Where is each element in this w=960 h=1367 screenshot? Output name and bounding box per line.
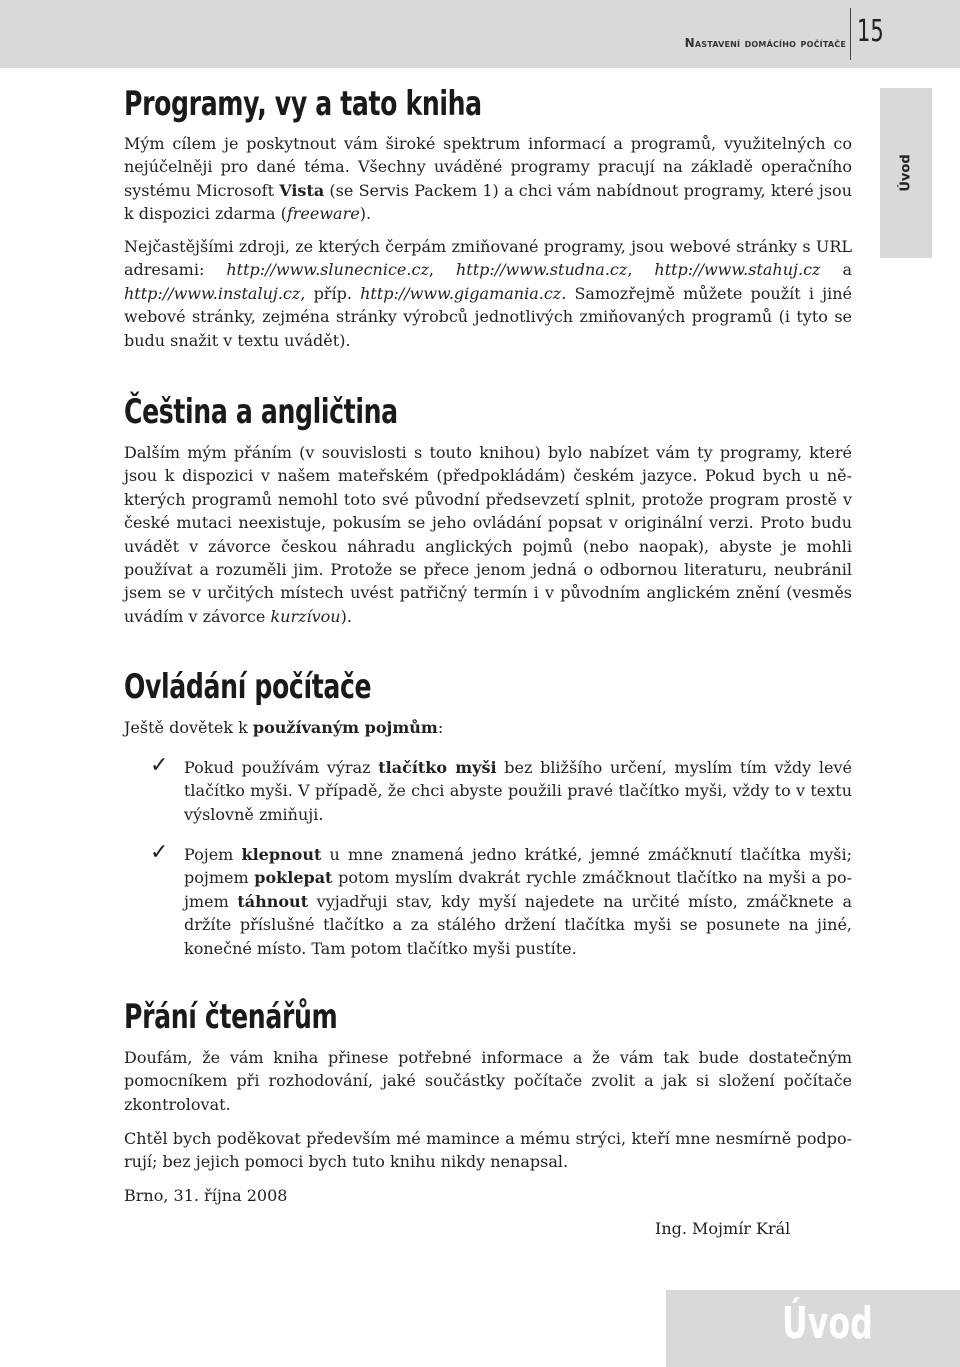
paragraph-terms-intro: Ještě dovětek k používaným pojmům:: [124, 718, 444, 737]
header-title: Nastavení domácího počítače: [684, 36, 846, 50]
paragraph-wishes: Doufám, že vám kniha přinese potřebné informace a že vám tak bude dostatečným pomocníkem při rozhodování, jaké součástky počítače zvolit a jak si složení počítače zkontrolovat.: [124, 1048, 852, 1114]
url-link: http://www.slunecnice.cz: [226, 260, 429, 280]
running-header: [0, 0, 960, 68]
checkmark-icon: ✓: [150, 840, 169, 865]
header-divider: [850, 8, 851, 60]
place-date: Brno, 31. října 2008: [124, 1186, 288, 1205]
url-link: http://www.instaluj.cz: [124, 283, 301, 303]
bullet-mouse-button: Pokud používám výraz tlačítko myši bez bližšího určení, myslím tím vždy levé tlačítko myši. V případě, že chci abyste použili pravé tlačítko myši, vždy to v textu výslovně zmiňuji.: [184, 758, 852, 824]
paragraph-intro: Mým cílem je poskytnout vám široké spektrum informací a programů, využitelných co nejúčelněji pro dané téma. Všechny uváděné programy pracují na základě operačního systému Microsoft Vista (se Servis Packem 1) a chci vám nabídnout programy, které jsou k dispozici zdarma (freeware).: [124, 134, 852, 224]
url-link: http://www.gigamania.cz: [360, 283, 562, 303]
page-number: 15: [857, 14, 884, 49]
url-link: http://www.studna.cz: [455, 260, 628, 280]
bullet-click-terms: Pojem klepnout u mne znamená jedno krátké, jemné zmáčknutí tlačítka myši; pojmem poklepat potom myslím dvakrát rychle zmáčknout tlačítko na myši a pojmem táhnout vyjadřuji stav, kdy myší najedete na určité místo, zmáčknete a držíte příslušné tlačítko a za stálého držení tlačítka myši se posunete na jiné, konečné místo. Tam potom tlačítko myši pustíte.: [184, 845, 853, 958]
section-heading-controls: Ovládání počítače: [124, 667, 372, 707]
footer-chapter-tab: [666, 1290, 960, 1367]
checkmark-icon: ✓: [150, 753, 169, 778]
author-signature: Ing. Mojmír Král: [655, 1219, 791, 1238]
url-link: http://www.stahuj.cz: [654, 260, 821, 280]
paragraph-thanks: Chtěl bych poděkovat především mé mamince a mému strýci, kteří mne nesmírně podporují; bez jejich pomoci bych tuto knihu nikdy nenapsal.: [124, 1129, 852, 1172]
section-heading-wishes: Přání čtenářům: [124, 997, 338, 1037]
footer-chapter-label: Úvod: [782, 1298, 873, 1349]
section-heading-programs: Programy, vy a tato kniha: [124, 84, 482, 124]
section-heading-language: Čeština a angličtina: [124, 392, 398, 432]
chapter-side-tab: [880, 88, 932, 258]
paragraph-language: Dalším mým přáním (v souvislosti s touto knihou) bylo nabízet vám ty programy, které jsou k dispozici v našem mateřském (předpokládám) českém jazyce. Pokud bych u některých programů nemohl toto své původní předsevzetí splnit, protože program prostě v české mutaci neexistuje, pokusím se jeho ovládání popsat v originální verzi. Proto budu uvádět v závorce českou náhradu anglických pojmů (nebo naopak), abyste je mohli používat a rozuměli jim. Protože se přece jenom jedná o odbornou literaturu, neubránil jsem se v určitých místech uvést patřičný termín i v původním anglickém znění (vesměs uvádím v závorce kurzívou).: [124, 443, 852, 626]
side-tab-label: Úvod: [898, 154, 914, 192]
paragraph-sources: Nejčastějšími zdroji, ze kterých čerpám zmiňované programy, jsou webové stránky s URL adresami: http://www.slunecnice.cz, http://www.studna.cz, http://www.stahuj.cz a http://www.instaluj.cz, příp. http://www.gigamania.cz. Samozřejmě můžete použít i jiné webové stránky, zejména stránky výrobců jednotlivých zmiňovaných programů (i tyto se budu snažit v textu uvádět).: [124, 237, 852, 350]
